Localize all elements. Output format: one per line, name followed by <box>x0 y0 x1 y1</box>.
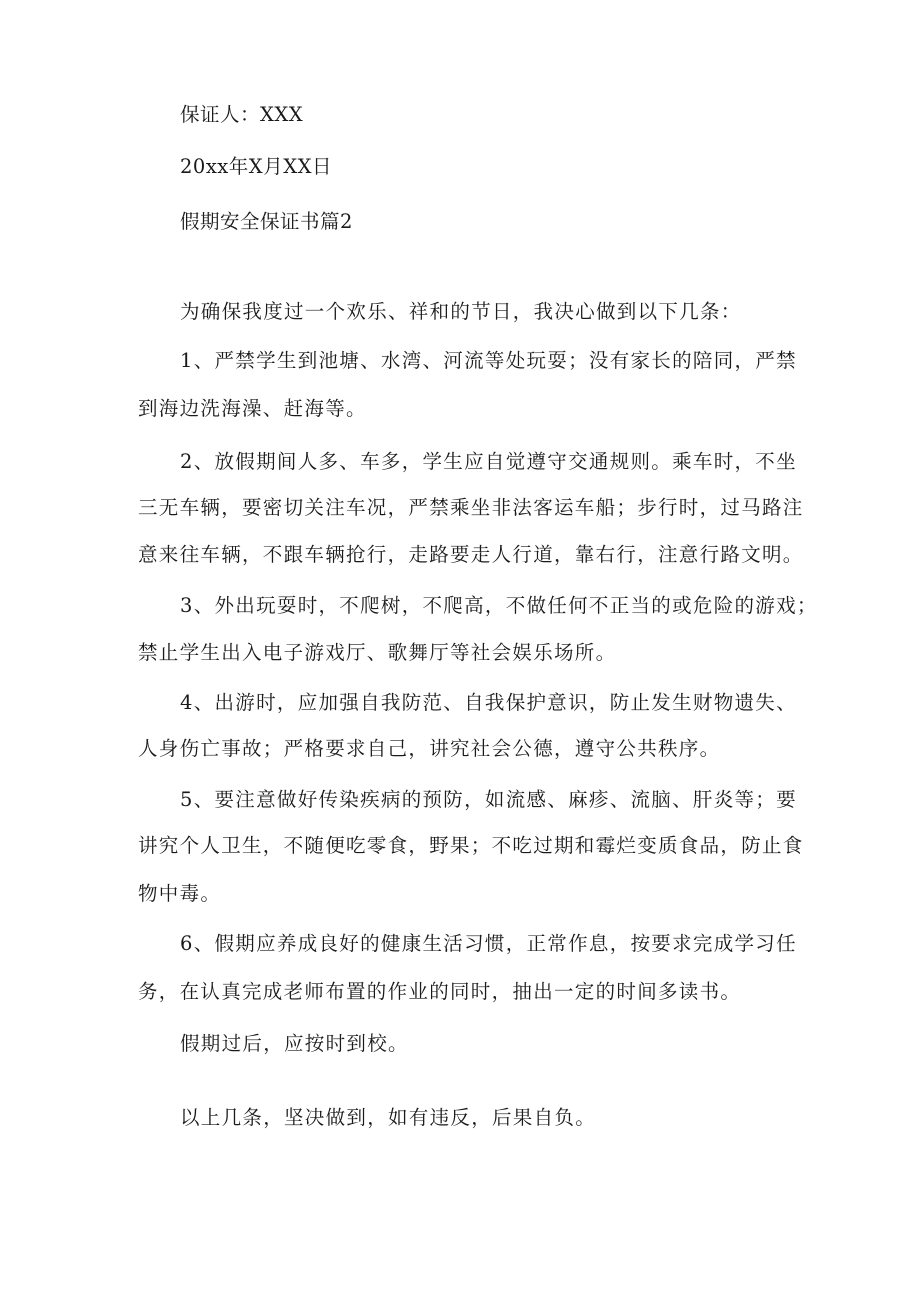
item-5-line-1: 5、要注意做好传染疾病的预防，如流感、麻疹、流脑、肝炎等；要 <box>180 788 797 811</box>
item-5-line-2: 讲究个人卫生，不随便吃零食，野果；不吃过期和霉烂变质食品，防止食 <box>138 834 804 857</box>
item-2-line-1: 2、放假期间人多、车多，学生应自觉遵守交通规则。乘车时，不坐 <box>180 450 797 473</box>
after-holiday-line: 假期过后，应按时到校。 <box>180 1032 409 1055</box>
item-1-line-2: 到海边洗海澡、赶海等。 <box>138 397 367 420</box>
guarantor-line: 保证人：XXX <box>180 103 304 126</box>
item-6-line-1: 6、假期应养成良好的健康生活习惯，正常作息，按要求完成学习任 <box>180 932 797 955</box>
intro-paragraph: 为确保我度过一个欢乐、祥和的节日，我决心做到以下几条： <box>180 300 742 323</box>
item-1-line-1: 1、严禁学生到池塘、水湾、河流等处玩耍；没有家长的陪同，严禁 <box>180 349 797 372</box>
item-3-line-1: 3、外出玩耍时，不爬树，不爬高，不做任何不正当的或危险的游戏； <box>180 594 818 617</box>
item-5-line-3: 物中毒。 <box>138 882 222 905</box>
closing-line: 以上几条，坚决做到，如有违反，后果自负。 <box>180 1106 597 1129</box>
item-3-line-2: 禁止学生出入电子游戏厅、歌舞厅等社会娱乐场所。 <box>138 641 617 664</box>
section-heading: 假期安全保证书篇2 <box>180 210 353 233</box>
item-2-line-3: 意来往车辆，不跟车辆抢行，走路要走人行道，靠右行，注意行路文明。 <box>138 543 804 566</box>
date-line: 20xx年X月XX日 <box>180 155 332 178</box>
item-2-line-2: 三无车辆，要密切关注车况，严禁乘坐非法客运车船；步行时，过马路注 <box>138 496 804 519</box>
item-6-line-2: 务，在认真完成老师布置的作业的同时，抽出一定的时间多读书。 <box>138 980 742 1003</box>
item-4-line-2: 人身伤亡事故；严格要求自己，讲究社会公德，遵守公共秩序。 <box>138 737 721 760</box>
item-4-line-1: 4、出游时，应加强自我防范、自我保护意识，防止发生财物遗失、 <box>180 691 797 714</box>
